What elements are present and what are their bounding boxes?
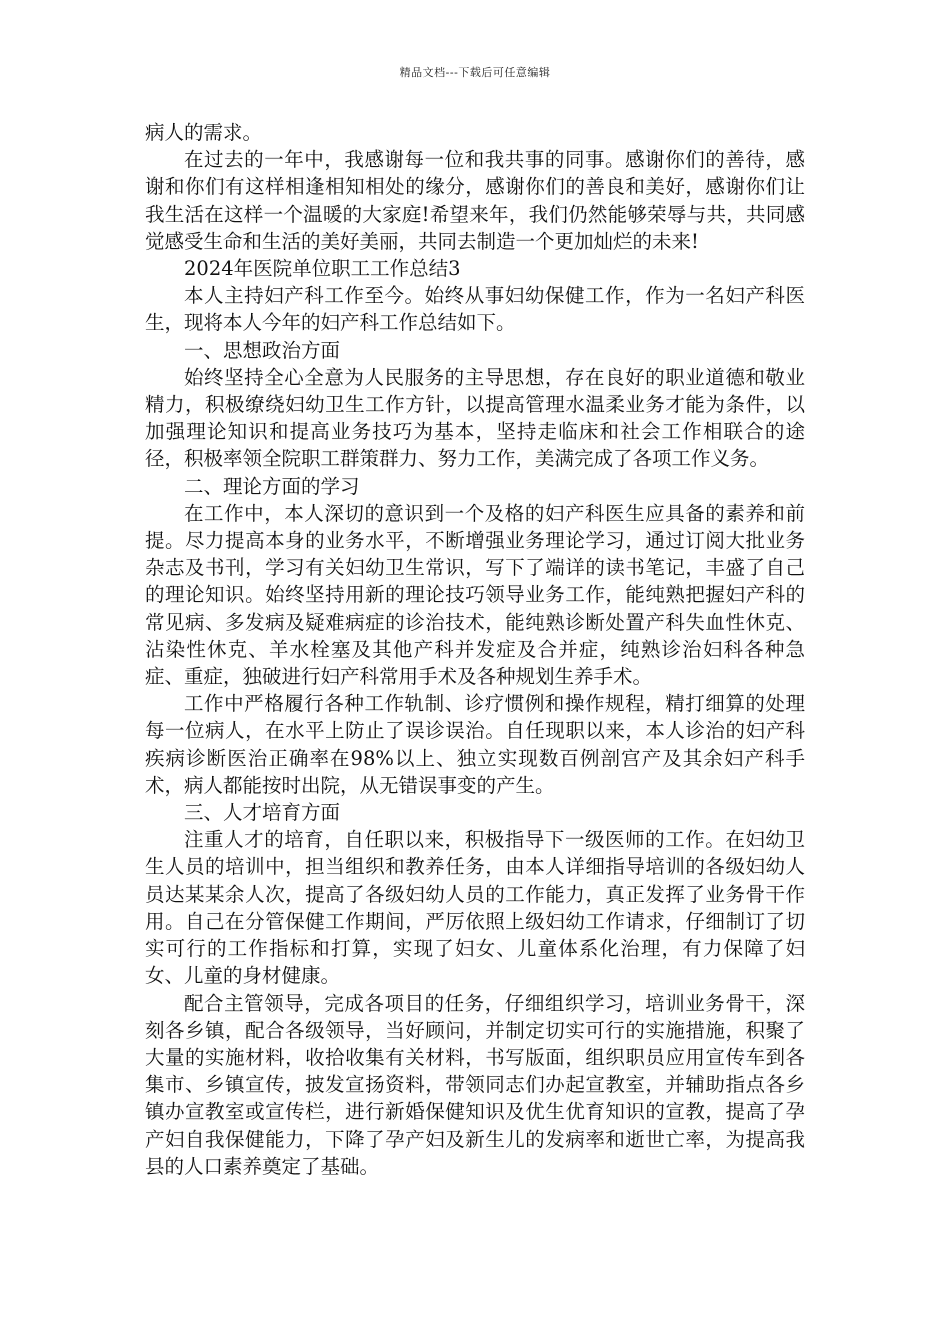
page-header: 精品文档---下载后可任意编辑 [399,66,551,79]
paragraph: 一、思想政治方面 [184,338,341,362]
document-body [145,119,805,1180]
paragraph: 三、人才培育方面 [184,801,341,825]
paragraph: 始终坚持全心全意为人民服务的主导思想，存在良好的职业道德和敬业精力，积极缭绕妇幼卫生工作方针，以提高管理水温柔业务才能为条件，以加强理论知识和提高业务技巧为基本，坚持走临床和社会工作相联合的途径，积极率领全院职工群策群力、努力工作，美满完成了各项工作义务。 [145,365,805,471]
paragraph: 二、理论方面的学习 [184,474,360,498]
paragraph: 注重人才的培育，自任职以来，积极指导下一级医师的工作。在妇幼卫生人员的培训中，担当组织和教养任务，由本人详细指导培训的各级妇幼人员达某某余人次，提高了各级妇幼人员的工作能力，真正发挥了业务骨干作用。自己在分管保健工作期间，严厉依照上级妇幼工作请求，仔细制订了切实可行的工作指标和打算，实现了妇女、儿童体系化治理，有力保障了妇女、儿童的身材健康。 [145,828,805,988]
paragraph: 病人的需求。 [145,121,263,144]
paragraph: 在过去的一年中，我感谢每一位和我共事的同事。感谢你们的善待，感谢和你们有这样相逢相知相处的缘分，感谢你们的善良和美好，感谢你们让我生活在这样一个温暖的大家庭!希望来年，我们仍然能够荣辱与共，共同感觉感受生命和生活的美好美丽，共同去制造一个更加灿烂的未来! [145,148,805,253]
paragraph: 工作中严格履行各种工作轨制、诊疗惯例和操作规程，精打细算的处理每一位病人，在水平上防止了误诊误治。自任现职以来，本人诊治的妇产科疾病诊断医治正确率在98%以上、独立实现数百例剖宫产及其余妇产科手术，病人都能按时出院，从无错误事变的产生。 [145,692,805,797]
paragraph: 2024年医院单位职工工作总结3 [184,257,461,281]
paragraph: 配合主管领导，完成各项目的任务，仔细组织学习，培训业务骨干，深刻各乡镇，配合各级领导，当好顾问，并制定切实可行的实施措施，积聚了大量的实施材料，收拾收集有关材料，书写版面，组织职员应用宣传车到各集市、乡镇宣传，披发宣扬资料，带领同志们办起宣教室，并辅助指点各乡镇办宣教室或宣传栏，进行新婚保健知识及优生优育知识的宣教，提高了孕产妇自我保健能力，下降了孕产妇及新生儿的发病率和逝世亡率，为提高我县的人口素养奠定了基础。 [145,991,805,1178]
paragraph: 本人主持妇产科工作至今。始终从事妇幼保健工作，作为一名妇产科医生，现将本人今年的妇产科工作总结如下。 [145,284,805,335]
paragraph: 在工作中，本人深切的意识到一个及格的妇产科医生应具备的素养和前提。尽力提高本身的业务水平，不断增强业务理论学习，通过订阅大批业务杂志及书刊，学习有关妇幼卫生常识，写下了端详的读书笔记，丰盛了自己的理论知识。始终坚持用新的理论技巧领导业务工作，能纯熟把握妇产科的常见病、多发病及疑难病症的诊治技术，能纯熟诊断处置产科失血性休克、沾染性休克、羊水栓塞及其他产科并发症及合并症，纯熟诊治妇科各种急症、重症，独破进行妇产科常用手术及各种规划生养手术。 [145,501,805,689]
